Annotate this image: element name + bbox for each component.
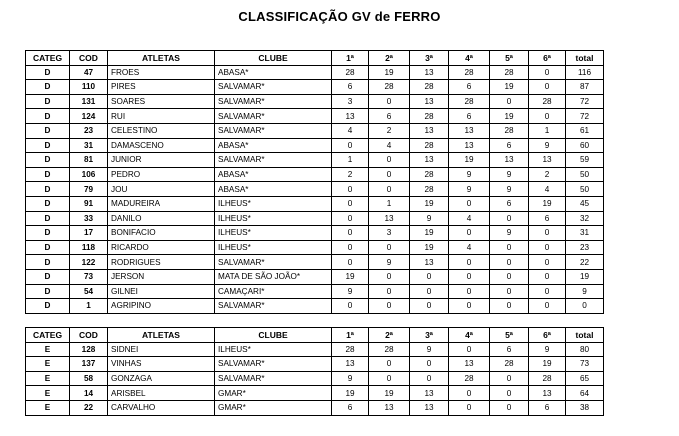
- cod-cell: 79: [70, 182, 108, 197]
- categ-cell: D: [26, 269, 70, 284]
- round-1-cell: 4: [332, 123, 369, 138]
- total-cell: 72: [566, 109, 604, 124]
- categ-cell: D: [26, 299, 70, 314]
- table-row: [26, 123, 604, 138]
- athlete-name-cell: AGRIPINO: [108, 299, 215, 314]
- table-row: [26, 342, 604, 357]
- round-5-cell: 19: [490, 109, 529, 124]
- round-4-cell: 19: [449, 153, 490, 168]
- categ-cell: E: [26, 342, 70, 357]
- table-row: [26, 240, 604, 255]
- club-cell: SALVAMAR*: [215, 94, 332, 109]
- round-1-cell: 0: [332, 226, 369, 241]
- round-5-cell: 19: [490, 80, 529, 95]
- round-1-cell: 19: [332, 386, 369, 401]
- table-row: [26, 400, 604, 415]
- column-header-round-3: 3ª: [410, 328, 449, 343]
- round-4-cell: 0: [449, 196, 490, 211]
- club-cell: SALVAMAR*: [215, 153, 332, 168]
- cod-cell: 31: [70, 138, 108, 153]
- table-header-row: [26, 51, 604, 66]
- column-header-round-1: 1ª: [332, 51, 369, 66]
- round-6-cell: 0: [529, 109, 566, 124]
- round-4-cell: 0: [449, 400, 490, 415]
- cod-cell: 33: [70, 211, 108, 226]
- table-row: [26, 255, 604, 270]
- categ-cell: D: [26, 226, 70, 241]
- table-row: [26, 167, 604, 182]
- column-header-round-2: 2ª: [369, 328, 410, 343]
- round-2-cell: 0: [369, 269, 410, 284]
- round-6-cell: 0: [529, 226, 566, 241]
- total-cell: 22: [566, 255, 604, 270]
- total-cell: 38: [566, 400, 604, 415]
- club-cell: SALVAMAR*: [215, 299, 332, 314]
- round-6-cell: 9: [529, 138, 566, 153]
- round-4-cell: 4: [449, 240, 490, 255]
- round-3-cell: 13: [410, 65, 449, 80]
- round-4-cell: 6: [449, 109, 490, 124]
- athlete-name-cell: SIDNEI: [108, 342, 215, 357]
- column-header-round-1: 1ª: [332, 328, 369, 343]
- total-cell: 64: [566, 386, 604, 401]
- round-3-cell: 0: [410, 357, 449, 372]
- round-2-cell: 0: [369, 167, 410, 182]
- club-cell: MATA DE SÃO JOÃO*: [215, 269, 332, 284]
- round-5-cell: 0: [490, 299, 529, 314]
- column-header-total: total: [566, 51, 604, 66]
- categ-cell: E: [26, 400, 70, 415]
- athlete-name-cell: JERSON: [108, 269, 215, 284]
- club-cell: SALVAMAR*: [215, 123, 332, 138]
- round-3-cell: 13: [410, 386, 449, 401]
- round-3-cell: 13: [410, 94, 449, 109]
- club-cell: GMAR*: [215, 386, 332, 401]
- round-2-cell: 0: [369, 357, 410, 372]
- total-cell: 50: [566, 167, 604, 182]
- club-cell: CAMAÇARI*: [215, 284, 332, 299]
- table-row: [26, 357, 604, 372]
- round-2-cell: 3: [369, 226, 410, 241]
- round-6-cell: 1: [529, 123, 566, 138]
- round-5-cell: 0: [490, 255, 529, 270]
- round-4-cell: 28: [449, 94, 490, 109]
- round-4-cell: 13: [449, 138, 490, 153]
- athlete-name-cell: JUNIOR: [108, 153, 215, 168]
- round-5-cell: 6: [490, 342, 529, 357]
- cod-cell: 54: [70, 284, 108, 299]
- athlete-name-cell: PIRES: [108, 80, 215, 95]
- round-6-cell: 9: [529, 342, 566, 357]
- athlete-name-cell: BONIFACIO: [108, 226, 215, 241]
- column-header-cod: COD: [70, 51, 108, 66]
- club-cell: ILHEUS*: [215, 196, 332, 211]
- round-1-cell: 6: [332, 400, 369, 415]
- round-1-cell: 0: [332, 240, 369, 255]
- round-3-cell: 0: [410, 284, 449, 299]
- cod-cell: 47: [70, 65, 108, 80]
- round-3-cell: 9: [410, 342, 449, 357]
- table-row: [26, 386, 604, 401]
- round-2-cell: 0: [369, 284, 410, 299]
- column-header-round-5: 5ª: [490, 51, 529, 66]
- round-4-cell: 13: [449, 123, 490, 138]
- round-4-cell: 9: [449, 167, 490, 182]
- athlete-name-cell: RICARDO: [108, 240, 215, 255]
- round-5-cell: 0: [490, 211, 529, 226]
- round-4-cell: 0: [449, 255, 490, 270]
- total-cell: 65: [566, 371, 604, 386]
- round-2-cell: 0: [369, 153, 410, 168]
- cod-cell: 106: [70, 167, 108, 182]
- table-row: [26, 65, 604, 80]
- table-row: [26, 196, 604, 211]
- categ-cell: D: [26, 65, 70, 80]
- cod-cell: 131: [70, 94, 108, 109]
- round-5-cell: 6: [490, 138, 529, 153]
- round-6-cell: 0: [529, 284, 566, 299]
- categ-cell: D: [26, 94, 70, 109]
- categ-cell: E: [26, 357, 70, 372]
- round-5-cell: 6: [490, 196, 529, 211]
- table-row: [26, 109, 604, 124]
- round-2-cell: 13: [369, 400, 410, 415]
- round-6-cell: 28: [529, 94, 566, 109]
- column-header-categ: CATEG: [26, 51, 70, 66]
- categ-cell: D: [26, 80, 70, 95]
- cod-cell: 91: [70, 196, 108, 211]
- round-2-cell: 0: [369, 240, 410, 255]
- club-cell: ABASA*: [215, 182, 332, 197]
- round-3-cell: 19: [410, 226, 449, 241]
- round-6-cell: 19: [529, 357, 566, 372]
- athlete-name-cell: GONZAGA: [108, 371, 215, 386]
- round-6-cell: 28: [529, 371, 566, 386]
- round-1-cell: 13: [332, 357, 369, 372]
- round-3-cell: 28: [410, 80, 449, 95]
- round-1-cell: 6: [332, 80, 369, 95]
- round-6-cell: 13: [529, 153, 566, 168]
- round-4-cell: 28: [449, 65, 490, 80]
- round-3-cell: 13: [410, 400, 449, 415]
- round-4-cell: 0: [449, 342, 490, 357]
- categ-cell: D: [26, 284, 70, 299]
- athlete-name-cell: PEDRO: [108, 167, 215, 182]
- column-header-round-6: 6ª: [529, 328, 566, 343]
- categ-cell: D: [26, 109, 70, 124]
- round-2-cell: 0: [369, 94, 410, 109]
- table-row: [26, 371, 604, 386]
- cod-cell: 73: [70, 269, 108, 284]
- round-6-cell: 6: [529, 400, 566, 415]
- round-1-cell: 3: [332, 94, 369, 109]
- round-1-cell: 9: [332, 371, 369, 386]
- round-6-cell: 2: [529, 167, 566, 182]
- total-cell: 19: [566, 269, 604, 284]
- round-1-cell: 13: [332, 109, 369, 124]
- column-header-club: CLUBE: [215, 328, 332, 343]
- athlete-name-cell: MADUREIRA: [108, 196, 215, 211]
- cod-cell: 137: [70, 357, 108, 372]
- athlete-name-cell: RUI: [108, 109, 215, 124]
- table-row: [26, 182, 604, 197]
- table-header-row: [26, 328, 604, 343]
- round-5-cell: 0: [490, 400, 529, 415]
- column-header-club: CLUBE: [215, 51, 332, 66]
- total-cell: 50: [566, 182, 604, 197]
- club-cell: SALVAMAR*: [215, 255, 332, 270]
- categ-cell: D: [26, 138, 70, 153]
- categ-cell: E: [26, 386, 70, 401]
- club-cell: GMAR*: [215, 400, 332, 415]
- round-5-cell: 0: [490, 284, 529, 299]
- round-2-cell: 4: [369, 138, 410, 153]
- column-header-round-4: 4ª: [449, 328, 490, 343]
- cod-cell: 23: [70, 123, 108, 138]
- athlete-name-cell: VINHAS: [108, 357, 215, 372]
- round-5-cell: 9: [490, 167, 529, 182]
- round-3-cell: 13: [410, 255, 449, 270]
- round-1-cell: 9: [332, 284, 369, 299]
- athlete-name-cell: CELESTINO: [108, 123, 215, 138]
- club-cell: ABASA*: [215, 167, 332, 182]
- round-4-cell: 0: [449, 299, 490, 314]
- total-cell: 23: [566, 240, 604, 255]
- round-5-cell: 0: [490, 386, 529, 401]
- table-row: [26, 153, 604, 168]
- round-3-cell: 0: [410, 299, 449, 314]
- total-cell: 73: [566, 357, 604, 372]
- round-5-cell: 0: [490, 240, 529, 255]
- round-5-cell: 28: [490, 123, 529, 138]
- total-cell: 61: [566, 123, 604, 138]
- club-cell: SALVAMAR*: [215, 371, 332, 386]
- round-5-cell: 0: [490, 94, 529, 109]
- round-5-cell: 28: [490, 357, 529, 372]
- table-row: [26, 80, 604, 95]
- categ-cell: D: [26, 196, 70, 211]
- column-header-total: total: [566, 328, 604, 343]
- round-1-cell: 2: [332, 167, 369, 182]
- round-4-cell: 0: [449, 386, 490, 401]
- round-1-cell: 0: [332, 196, 369, 211]
- cod-cell: 22: [70, 400, 108, 415]
- round-2-cell: 13: [369, 211, 410, 226]
- table-row: [26, 211, 604, 226]
- round-3-cell: 13: [410, 123, 449, 138]
- round-2-cell: 28: [369, 80, 410, 95]
- cod-cell: 118: [70, 240, 108, 255]
- round-4-cell: 0: [449, 269, 490, 284]
- column-header-athlete-name: ATLETAS: [108, 51, 215, 66]
- categ-cell: D: [26, 240, 70, 255]
- round-4-cell: 6: [449, 80, 490, 95]
- round-3-cell: 19: [410, 240, 449, 255]
- cod-cell: 58: [70, 371, 108, 386]
- round-1-cell: 0: [332, 211, 369, 226]
- round-6-cell: 6: [529, 211, 566, 226]
- round-2-cell: 0: [369, 371, 410, 386]
- round-3-cell: 0: [410, 371, 449, 386]
- round-4-cell: 28: [449, 371, 490, 386]
- round-2-cell: 28: [369, 342, 410, 357]
- round-3-cell: 28: [410, 182, 449, 197]
- total-cell: 31: [566, 226, 604, 241]
- total-cell: 32: [566, 211, 604, 226]
- cod-cell: 128: [70, 342, 108, 357]
- table-row: [26, 299, 604, 314]
- round-1-cell: 0: [332, 255, 369, 270]
- cod-cell: 110: [70, 80, 108, 95]
- round-6-cell: 13: [529, 386, 566, 401]
- round-2-cell: 19: [369, 65, 410, 80]
- round-6-cell: 4: [529, 182, 566, 197]
- round-1-cell: 19: [332, 269, 369, 284]
- round-6-cell: 0: [529, 65, 566, 80]
- total-cell: 87: [566, 80, 604, 95]
- total-cell: 116: [566, 65, 604, 80]
- column-header-athlete-name: ATLETAS: [108, 328, 215, 343]
- round-3-cell: 13: [410, 153, 449, 168]
- club-cell: ABASA*: [215, 65, 332, 80]
- table-row: [26, 269, 604, 284]
- column-header-round-3: 3ª: [410, 51, 449, 66]
- column-header-round-2: 2ª: [369, 51, 410, 66]
- round-1-cell: 28: [332, 342, 369, 357]
- round-3-cell: 9: [410, 211, 449, 226]
- round-1-cell: 1: [332, 153, 369, 168]
- total-cell: 60: [566, 138, 604, 153]
- athlete-name-cell: DANILO: [108, 211, 215, 226]
- categ-cell: D: [26, 167, 70, 182]
- column-header-round-6: 6ª: [529, 51, 566, 66]
- cod-cell: 17: [70, 226, 108, 241]
- club-cell: ILHEUS*: [215, 240, 332, 255]
- round-3-cell: 28: [410, 138, 449, 153]
- round-1-cell: 0: [332, 138, 369, 153]
- total-cell: 59: [566, 153, 604, 168]
- round-6-cell: 0: [529, 80, 566, 95]
- athlete-name-cell: ARISBEL: [108, 386, 215, 401]
- cod-cell: 14: [70, 386, 108, 401]
- table-row: [26, 94, 604, 109]
- round-2-cell: 2: [369, 123, 410, 138]
- round-6-cell: 0: [529, 255, 566, 270]
- round-3-cell: 28: [410, 167, 449, 182]
- column-header-categ: CATEG: [26, 328, 70, 343]
- cod-cell: 124: [70, 109, 108, 124]
- round-2-cell: 6: [369, 109, 410, 124]
- categ-cell: D: [26, 255, 70, 270]
- round-6-cell: 19: [529, 196, 566, 211]
- round-3-cell: 0: [410, 269, 449, 284]
- round-5-cell: 13: [490, 153, 529, 168]
- club-cell: ABASA*: [215, 138, 332, 153]
- round-1-cell: 0: [332, 299, 369, 314]
- club-cell: SALVAMAR*: [215, 357, 332, 372]
- round-4-cell: 13: [449, 357, 490, 372]
- athlete-name-cell: SOARES: [108, 94, 215, 109]
- table-row: [26, 226, 604, 241]
- round-4-cell: 4: [449, 211, 490, 226]
- total-cell: 0: [566, 299, 604, 314]
- total-cell: 45: [566, 196, 604, 211]
- column-header-round-4: 4ª: [449, 51, 490, 66]
- round-6-cell: 0: [529, 299, 566, 314]
- total-cell: 80: [566, 342, 604, 357]
- round-1-cell: 28: [332, 65, 369, 80]
- round-6-cell: 0: [529, 240, 566, 255]
- athlete-name-cell: JOU: [108, 182, 215, 197]
- club-cell: ILHEUS*: [215, 226, 332, 241]
- cod-cell: 122: [70, 255, 108, 270]
- round-5-cell: 9: [490, 226, 529, 241]
- table-row: [26, 284, 604, 299]
- round-3-cell: 28: [410, 109, 449, 124]
- cod-cell: 1: [70, 299, 108, 314]
- club-cell: SALVAMAR*: [215, 109, 332, 124]
- round-4-cell: 0: [449, 226, 490, 241]
- categ-cell: E: [26, 371, 70, 386]
- club-cell: ILHEUS*: [215, 342, 332, 357]
- round-4-cell: 9: [449, 182, 490, 197]
- classification-table-e: [25, 327, 604, 416]
- round-2-cell: 19: [369, 386, 410, 401]
- athlete-name-cell: CARVALHO: [108, 400, 215, 415]
- round-2-cell: 9: [369, 255, 410, 270]
- athlete-name-cell: DAMASCENO: [108, 138, 215, 153]
- round-2-cell: 0: [369, 299, 410, 314]
- categ-cell: D: [26, 211, 70, 226]
- categ-cell: D: [26, 153, 70, 168]
- column-header-round-5: 5ª: [490, 328, 529, 343]
- athlete-name-cell: GILNEI: [108, 284, 215, 299]
- round-2-cell: 1: [369, 196, 410, 211]
- total-cell: 72: [566, 94, 604, 109]
- club-cell: SALVAMAR*: [215, 80, 332, 95]
- column-header-cod: COD: [70, 328, 108, 343]
- categ-cell: D: [26, 123, 70, 138]
- page-title: CLASSIFICAÇÃO GV de FERRO: [238, 9, 441, 24]
- categ-cell: D: [26, 182, 70, 197]
- round-3-cell: 19: [410, 196, 449, 211]
- classification-table-d: [25, 50, 604, 314]
- round-5-cell: 28: [490, 65, 529, 80]
- total-cell: 9: [566, 284, 604, 299]
- table-row: [26, 138, 604, 153]
- round-4-cell: 0: [449, 284, 490, 299]
- club-cell: ILHEUS*: [215, 211, 332, 226]
- round-6-cell: 0: [529, 269, 566, 284]
- athlete-name-cell: RODRIGUES: [108, 255, 215, 270]
- round-5-cell: 0: [490, 269, 529, 284]
- round-5-cell: 0: [490, 371, 529, 386]
- round-2-cell: 0: [369, 182, 410, 197]
- round-1-cell: 0: [332, 182, 369, 197]
- cod-cell: 81: [70, 153, 108, 168]
- round-5-cell: 9: [490, 182, 529, 197]
- athlete-name-cell: FROES: [108, 65, 215, 80]
